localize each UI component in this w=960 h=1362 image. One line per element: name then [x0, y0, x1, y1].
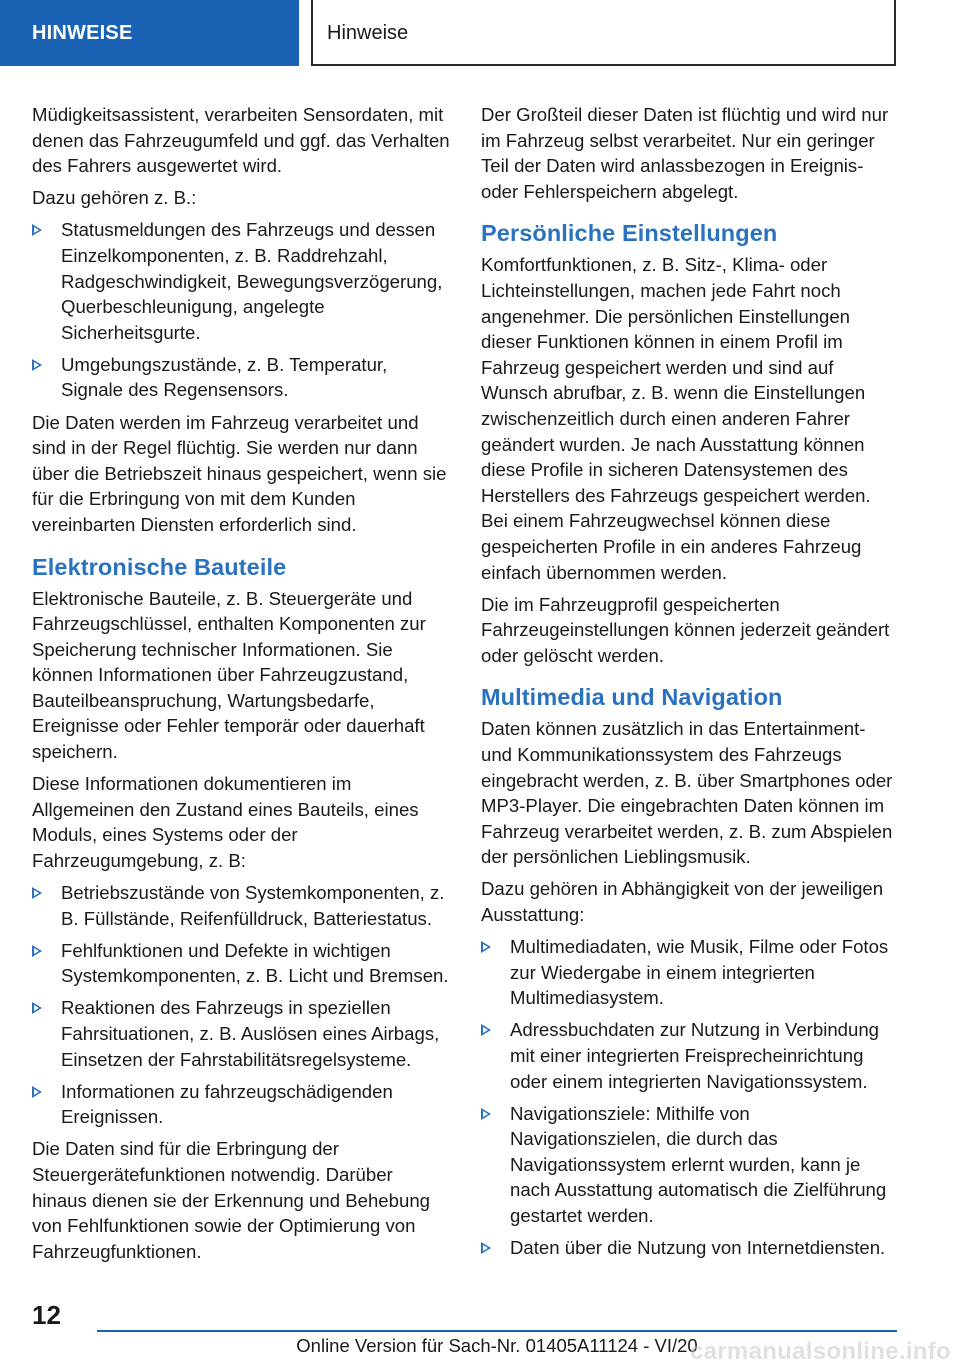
paragraph: Daten können zusätzlich in das Entertainment- und Kommunikationssystem des Fahrzeugs eingebracht werden, z. B. über Smartphones oder MP3-Player. Die eingebrachten Daten können im Fahrzeug verarbeitet werden, z. B. zum Abspielen der persönlichen Lieblingsmusik. — [481, 718, 893, 868]
paragraph: Die Daten sind für die Erbringung der Steuergerätefunktionen notwendig. Darüber hinaus dienen sie der Erkennung und Behebung von Fehlfunktionen sowie der Optimierung von Fahrzeugfunktionen. — [32, 1138, 431, 1262]
triangle-bullet-icon — [32, 945, 42, 957]
paragraph: Dazu gehören in Abhängigkeit von der jeweiligen Ausstattung: — [481, 878, 884, 926]
paragraph: Komfortfunktionen, z. B. Sitz-, Klima- oder Lichteinstellungen, machen jede Fahrt noch angenehmer. Die persönlichen Einstellungen dieser Funktionen können in einem Profil im Fahrzeug gespeichert werden und sind auf Wunsch abrufbar, z. B. wenn die Einstellungen zwischenzeitlich durch einen anderen Fahrer geändert wurden. Je nach Ausstattung können diese Profile in sicheren Datensystemen des Herstellers des Fahrzeugs gespeichert werden. Bei einem Fahrzeugwechsel können diese gespeicherten Profile in ein anderes Fahrzeug einfach übernommen werden. — [481, 254, 871, 583]
paragraph: Die im Fahrzeugprofil gespeicherten Fahrzeugeinstellungen können jederzeit geändert oder gelöscht werden. — [481, 593, 890, 666]
paragraph: Dazu gehören z. B.: — [32, 187, 197, 209]
list-item: Betriebszustände von Systemkomponenten, z. B. Füllstände, Reifenfülldruck, Batteriestatus. — [32, 880, 450, 931]
list-item: Informationen zu fahrzeugschädigenden Ereignissen. — [32, 1079, 450, 1130]
triangle-bullet-icon — [481, 1108, 491, 1120]
right-column — [481, 102, 899, 1267]
triangle-bullet-icon — [32, 887, 42, 899]
list-item: Adressbuchdaten zur Nutzung in Verbindung mit einer integrierten Freisprecheinrichtung oder einem integrierten Navigationssystem. — [481, 1017, 899, 1094]
triangle-bullet-icon — [32, 224, 42, 236]
section-heading: Elektronische Bauteile — [32, 553, 287, 580]
list-item: Reaktionen des Fahrzeugs in speziellen Fahrsituationen, z. B. Auslösen eines Airbags, Einsetzen der Fahrstabilitätsregelsysteme. — [32, 995, 450, 1072]
page-number: 12 — [32, 1300, 61, 1330]
triangle-bullet-icon — [481, 1242, 491, 1254]
list-item: Statusmeldungen des Fahrzeugs und dessen Einzelkomponenten, z. B. Raddrehzahl, Radgeschwindigkeit, Bewegungsverzögerung, Querbeschleunigung, angelegte Sicherheitsgurte. — [32, 217, 450, 345]
section-tab: HINWEISE — [0, 0, 299, 66]
page-title: Hinweise — [311, 0, 896, 66]
list-item: Navigationsziele: Mithilfe von Navigationszielen, die durch das Navigationssystem erlernt wurden, kann je nach Ausstattung automatisch die Zielführung gestartet werden. — [481, 1101, 899, 1229]
paragraph: Der Großteil dieser Daten ist flüchtig und wird nur im Fahrzeug selbst verarbeitet. Nur ein geringer Teil der Daten wird anlassbezogen in Ereignis- oder Fehlerspeichern abgelegt. — [481, 104, 889, 202]
triangle-bullet-icon — [32, 359, 42, 371]
online-version-note: Online Version für Sach-Nr. 01405A11124 - VI/20 — [296, 1335, 698, 1356]
triangle-bullet-icon — [32, 1086, 42, 1098]
section-heading: Persönliche Einstellungen — [481, 220, 778, 247]
bullet-list — [32, 217, 450, 403]
footer-divider — [97, 1330, 897, 1332]
list-item: Daten über die Nutzung von Internetdiensten. — [481, 1235, 899, 1261]
watermark: carmanualsonline.info — [690, 1338, 952, 1362]
list-item: Fehlfunktionen und Defekte in wichtigen Systemkomponenten, z. B. Licht und Bremsen. — [32, 938, 450, 989]
bullet-list — [32, 880, 450, 1130]
triangle-bullet-icon — [481, 941, 491, 953]
triangle-bullet-icon — [481, 1024, 491, 1036]
left-column — [32, 102, 450, 1271]
paragraph: Die Daten werden im Fahrzeug verarbeitet und sind in der Regel flüchtig. Sie werden nur dann über die Betriebszeit hinaus gespeichert, wenn sie für die Erbringung von mit dem Kunden vereinbarten Diensten erforderlich sind. — [32, 411, 447, 535]
paragraph: Elektronische Bauteile, z. B. Steuergeräte und Fahrzeugschlüssel, enthalten Komponenten zur Speicherung technischer Informationen. Sie können Informationen über Fahrzeugzustand, Bauteilbeanspruchung, Wartungsbedarfe, Ereignisse oder Fehler temporär oder dauerhaft speichern. — [32, 587, 426, 763]
bullet-list — [481, 934, 899, 1261]
list-item: Umgebungszustände, z. B. Temperatur, Signale des Regensensors. — [32, 352, 450, 403]
paragraph: Diese Informationen dokumentieren im Allgemeinen den Zustand eines Bauteils, eines Moduls, eines Systems oder der Fahrzeugumgebung, z. B: — [32, 773, 419, 871]
list-item: Multimediadaten, wie Musik, Filme oder Fotos zur Wiedergabe in einem integrierten Multimediasystem. — [481, 934, 899, 1011]
section-heading: Multimedia und Navigation — [481, 684, 783, 711]
triangle-bullet-icon — [32, 1002, 42, 1014]
paragraph: Müdigkeitsassistent, verarbeiten Sensordaten, mit denen das Fahrzeugumfeld und ggf. das Verhalten des Fahrers ausgewertet wird. — [32, 104, 450, 177]
page-header — [0, 0, 960, 66]
